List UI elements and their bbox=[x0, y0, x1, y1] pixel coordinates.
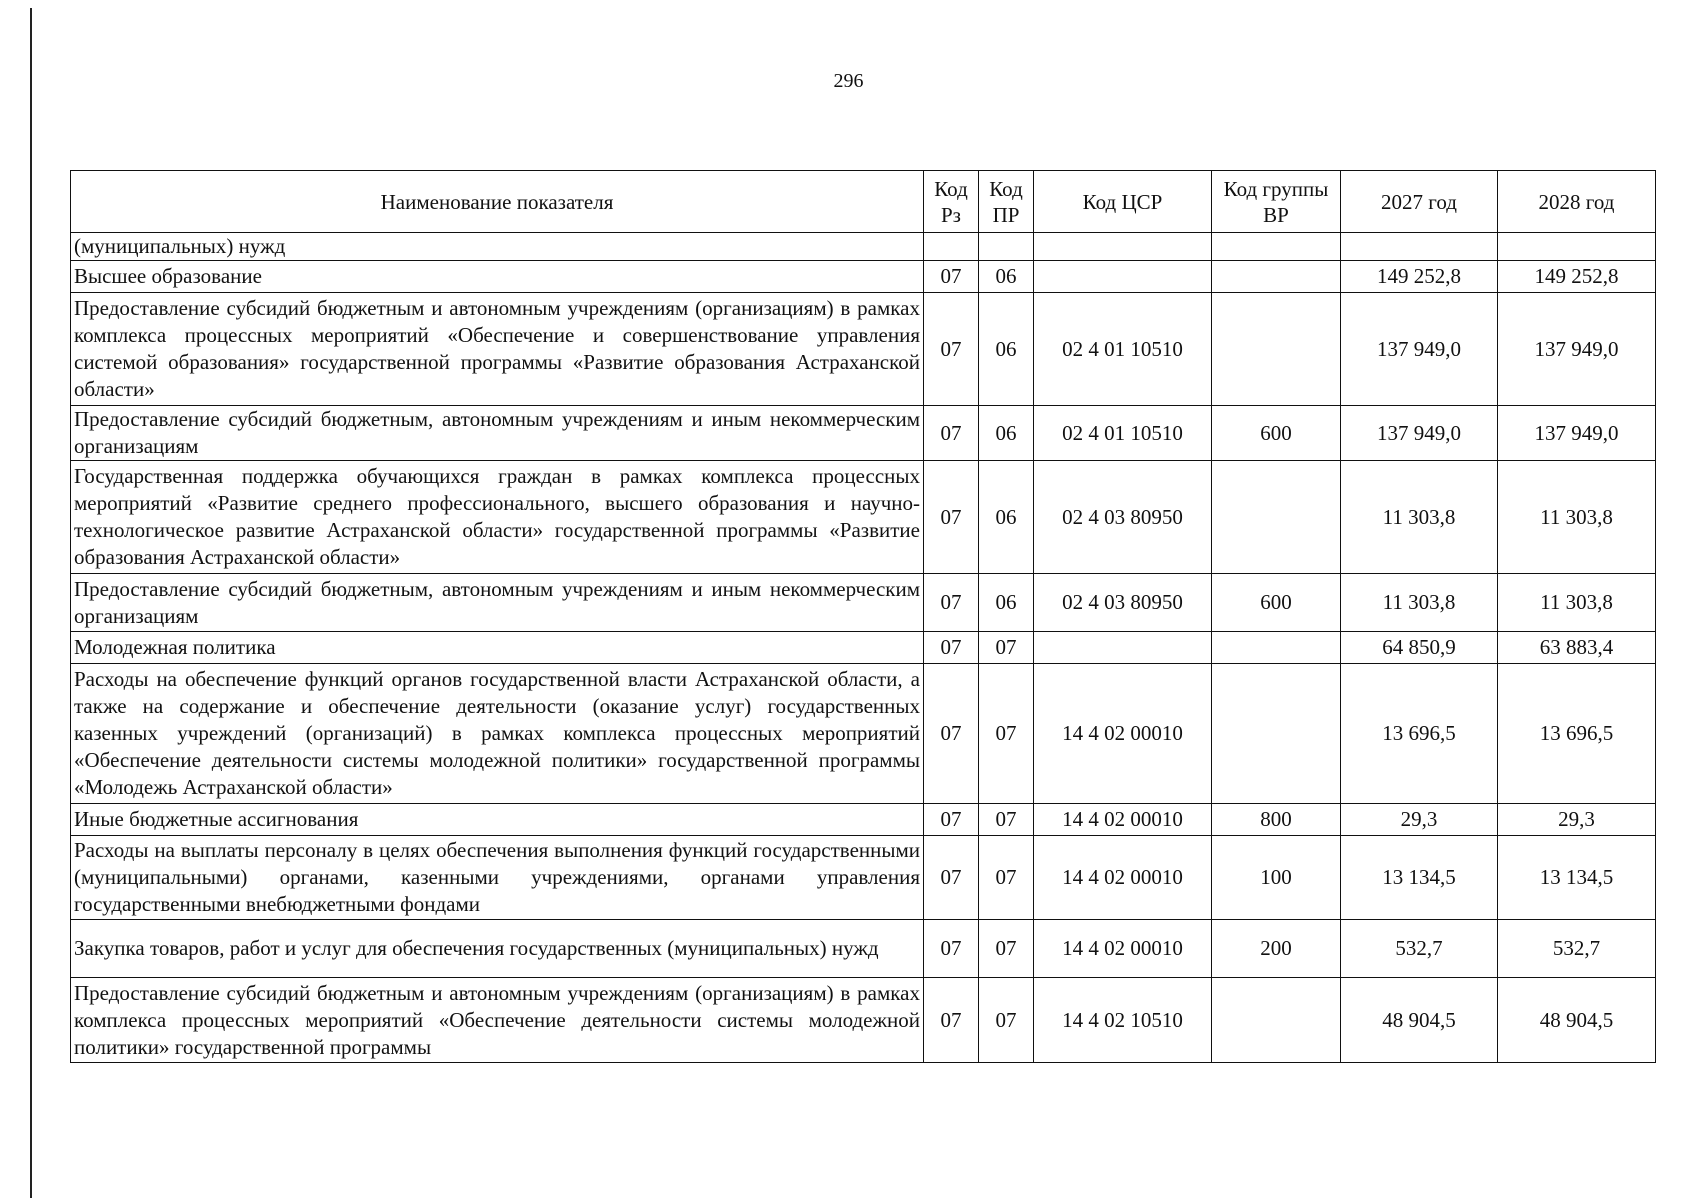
cell-vr: 800 bbox=[1212, 804, 1341, 836]
cell-vr: 600 bbox=[1212, 406, 1341, 461]
table-row bbox=[71, 406, 1656, 461]
table-row bbox=[71, 664, 1656, 804]
cell-pr: 06 bbox=[979, 461, 1034, 574]
table-row bbox=[71, 461, 1656, 574]
cell-rz: 07 bbox=[924, 664, 979, 804]
cell-y2027: 11 303,8 bbox=[1341, 574, 1498, 632]
cell-y2028: 13 134,5 bbox=[1498, 836, 1656, 920]
cell-pr: 07 bbox=[979, 804, 1034, 836]
cell-pr: 07 bbox=[979, 632, 1034, 664]
cell-csr: 14 4 02 00010 bbox=[1034, 836, 1212, 920]
cell-pr: 07 bbox=[979, 978, 1034, 1063]
cell-y2027: 532,7 bbox=[1341, 920, 1498, 978]
cell-y2027: 64 850,9 bbox=[1341, 632, 1498, 664]
cell-csr: 02 4 01 10510 bbox=[1034, 406, 1212, 461]
table-row bbox=[71, 836, 1656, 920]
header-2027: 2027 год bbox=[1341, 171, 1498, 233]
cell-rz: 07 bbox=[924, 804, 979, 836]
cell-rz: 07 bbox=[924, 574, 979, 632]
cell-y2028: 29,3 bbox=[1498, 804, 1656, 836]
cell-y2027: 48 904,5 bbox=[1341, 978, 1498, 1063]
cell-rz: 07 bbox=[924, 978, 979, 1063]
cell-name: Закупка товаров, работ и услуг для обеспечения государственных (муниципальных) нужд bbox=[71, 920, 924, 978]
table-row bbox=[71, 978, 1656, 1063]
table-row bbox=[71, 293, 1656, 406]
cell-y2028: 149 252,8 bbox=[1498, 261, 1656, 293]
cell-name: Предоставление субсидий бюджетным, автономным учреждениям и иным некоммерческим организациям bbox=[71, 574, 924, 632]
cell-csr: 02 4 01 10510 bbox=[1034, 293, 1212, 406]
cell-csr bbox=[1034, 261, 1212, 293]
cell-csr bbox=[1034, 632, 1212, 664]
cell-name: Высшее образование bbox=[71, 261, 924, 293]
cell-y2027: 137 949,0 bbox=[1341, 293, 1498, 406]
cell-rz: 07 bbox=[924, 920, 979, 978]
cell-y2028: 11 303,8 bbox=[1498, 461, 1656, 574]
cell-name: Государственная поддержка обучающихся граждан в рамках комплекса процессных мероприятий «Развитие среднего профессионального, высшего образования и научно-технологическое развитие Астраханской области» государственной программы «Развитие образования Астраханской области» bbox=[71, 461, 924, 574]
cell-y2028: 532,7 bbox=[1498, 920, 1656, 978]
cell-vr bbox=[1212, 664, 1341, 804]
cell-vr bbox=[1212, 233, 1341, 261]
cell-rz: 07 bbox=[924, 406, 979, 461]
cell-name: Предоставление субсидий бюджетным и автономным учреждениям (организациям) в рамках комплекса процессных мероприятий «Обеспечение деятельности системы молодежной политики» государственной программы bbox=[71, 978, 924, 1063]
header-2028: 2028 год bbox=[1498, 171, 1656, 233]
cell-y2027 bbox=[1341, 233, 1498, 261]
cell-pr: 07 bbox=[979, 920, 1034, 978]
cell-vr bbox=[1212, 293, 1341, 406]
cell-y2028: 48 904,5 bbox=[1498, 978, 1656, 1063]
cell-name: Предоставление субсидий бюджетным, автономным учреждениям и иным некоммерческим организациям bbox=[71, 406, 924, 461]
cell-csr: 02 4 03 80950 bbox=[1034, 461, 1212, 574]
cell-rz: 07 bbox=[924, 836, 979, 920]
cell-rz: 07 bbox=[924, 293, 979, 406]
cell-name: Иные бюджетные ассигнования bbox=[71, 804, 924, 836]
cell-name: Расходы на обеспечение функций органов государственной власти Астраханской области, а также на содержание и обеспечение деятельности (оказание услуг) государственных казенных учреждений (организаций) в рамках комплекса процессных мероприятий «Обеспечение деятельности системы молодежной политики» государственной программы «Молодежь Астраханской области» bbox=[71, 664, 924, 804]
cell-pr: 06 bbox=[979, 406, 1034, 461]
table-row bbox=[71, 632, 1656, 664]
cell-y2028: 11 303,8 bbox=[1498, 574, 1656, 632]
cell-y2028: 13 696,5 bbox=[1498, 664, 1656, 804]
cell-rz bbox=[924, 233, 979, 261]
cell-y2028: 137 949,0 bbox=[1498, 293, 1656, 406]
cell-name: (муниципальных) нужд bbox=[71, 233, 924, 261]
cell-pr: 06 bbox=[979, 293, 1034, 406]
cell-csr: 14 4 02 00010 bbox=[1034, 920, 1212, 978]
header-pr: Код ПР bbox=[979, 171, 1034, 233]
cell-y2027: 11 303,8 bbox=[1341, 461, 1498, 574]
cell-csr: 14 4 02 00010 bbox=[1034, 664, 1212, 804]
budget-table bbox=[70, 170, 1656, 1063]
table-row bbox=[71, 920, 1656, 978]
cell-name: Предоставление субсидий бюджетным и автономным учреждениям (организациям) в рамках комплекса процессных мероприятий «Обеспечение и совершенствование управления системой образования» государственной программы «Развитие образования Астраханской области» bbox=[71, 293, 924, 406]
cell-y2028: 63 883,4 bbox=[1498, 632, 1656, 664]
header-rz: Код Рз bbox=[924, 171, 979, 233]
cell-csr bbox=[1034, 233, 1212, 261]
cell-vr: 600 bbox=[1212, 574, 1341, 632]
table-row bbox=[71, 574, 1656, 632]
cell-pr: 07 bbox=[979, 664, 1034, 804]
cell-y2027: 29,3 bbox=[1341, 804, 1498, 836]
cell-pr: 06 bbox=[979, 261, 1034, 293]
header-vr: Код группы ВР bbox=[1212, 171, 1341, 233]
cell-rz: 07 bbox=[924, 632, 979, 664]
cell-csr: 14 4 02 00010 bbox=[1034, 804, 1212, 836]
cell-pr bbox=[979, 233, 1034, 261]
cell-rz: 07 bbox=[924, 461, 979, 574]
cell-vr bbox=[1212, 632, 1341, 664]
table-header-row bbox=[71, 171, 1656, 233]
table-row bbox=[71, 804, 1656, 836]
page-number: 296 bbox=[833, 70, 864, 92]
cell-vr: 200 bbox=[1212, 920, 1341, 978]
cell-y2028 bbox=[1498, 233, 1656, 261]
cell-csr: 02 4 03 80950 bbox=[1034, 574, 1212, 632]
cell-pr: 06 bbox=[979, 574, 1034, 632]
cell-csr: 14 4 02 10510 bbox=[1034, 978, 1212, 1063]
cell-pr: 07 bbox=[979, 836, 1034, 920]
binding-margin-line bbox=[30, 8, 32, 1198]
cell-y2027: 149 252,8 bbox=[1341, 261, 1498, 293]
cell-y2027: 13 696,5 bbox=[1341, 664, 1498, 804]
cell-y2027: 137 949,0 bbox=[1341, 406, 1498, 461]
header-csr: Код ЦСР bbox=[1034, 171, 1212, 233]
cell-name: Расходы на выплаты персоналу в целях обеспечения выполнения функций государственными (муниципальными) органами, казенными учреждениями, органами управления государственными внебюджетными фондами bbox=[71, 836, 924, 920]
cell-vr bbox=[1212, 461, 1341, 574]
cell-vr: 100 bbox=[1212, 836, 1341, 920]
table-row bbox=[71, 233, 1656, 261]
header-name: Наименование показателя bbox=[71, 171, 924, 233]
cell-vr bbox=[1212, 261, 1341, 293]
cell-y2027: 13 134,5 bbox=[1341, 836, 1498, 920]
cell-rz: 07 bbox=[924, 261, 979, 293]
table-row bbox=[71, 261, 1656, 293]
cell-name: Молодежная политика bbox=[71, 632, 924, 664]
cell-vr bbox=[1212, 978, 1341, 1063]
cell-y2028: 137 949,0 bbox=[1498, 406, 1656, 461]
